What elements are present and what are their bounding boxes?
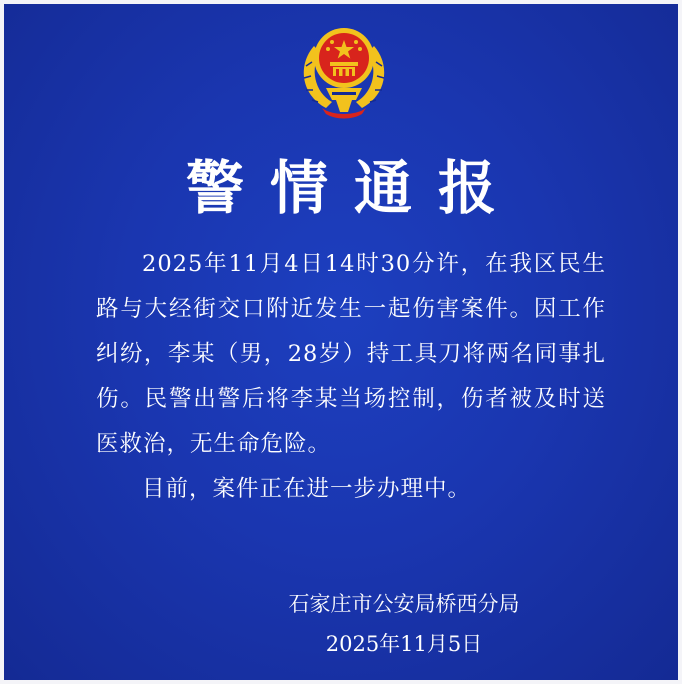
notice-paragraph: 2025年11月4日14时30分许，在我区民生路与大经街交口附近发生一起伤害案件。因工作纠纷，李某（男，28岁）持工具刀将两名同事扎伤。民警出警后将李某当场控制，伤者被及时送医救治，无生命危险。 xyxy=(96,251,606,457)
notice-panel xyxy=(4,4,678,680)
notice-title: 警情通报 xyxy=(185,154,522,222)
issuer-name: 石家庄市公安局桥西分局 xyxy=(288,592,520,616)
notice-body xyxy=(96,242,606,512)
notice-signature xyxy=(274,584,534,664)
police-emblem-icon xyxy=(292,16,396,122)
issue-date: 2025年11月5日 xyxy=(325,632,483,656)
notice-paragraph: 目前，案件正在进一步办理中。 xyxy=(142,476,472,502)
